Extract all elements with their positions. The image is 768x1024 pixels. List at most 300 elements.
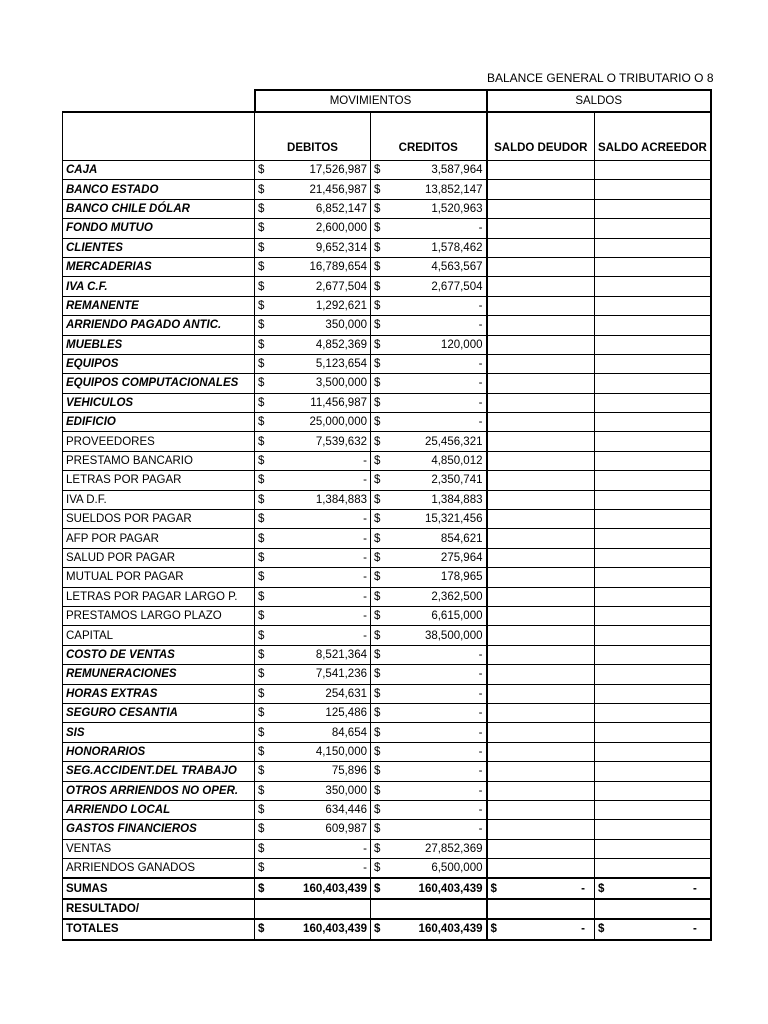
currency-symbol: $	[255, 451, 271, 470]
saldo-acreedor-cell	[595, 529, 711, 548]
account-name: SUELDOS POR PAGAR	[63, 510, 255, 529]
blank-cell	[271, 899, 371, 919]
currency-symbol: $	[371, 781, 387, 800]
debit-value: 6,852,147	[271, 199, 371, 218]
account-name: SIS	[63, 723, 255, 742]
debit-value: 21,456,987	[271, 180, 371, 199]
currency-symbol: $	[371, 510, 387, 529]
credit-value: -	[387, 645, 487, 664]
saldo-deudor-cell	[487, 393, 595, 412]
account-name: EQUIPOS COMPUTACIONALES	[63, 374, 255, 393]
saldo-acreedor-cell	[595, 510, 711, 529]
debit-value: 7,541,236	[271, 665, 371, 684]
account-column-header	[63, 112, 255, 161]
credit-value: 178,965	[387, 568, 487, 587]
table-row	[63, 587, 711, 606]
table-row	[63, 219, 711, 238]
blank-cell	[387, 899, 487, 919]
currency-symbol: $	[371, 587, 387, 606]
currency-symbol: $	[598, 923, 605, 936]
currency-symbol: $	[371, 742, 387, 761]
saldo-acreedor-cell	[595, 432, 711, 451]
table-row	[63, 606, 711, 625]
saldo-deudor-cell	[487, 451, 595, 470]
saldo-deudor-cell	[487, 161, 595, 180]
saldo-deudor-cell	[487, 529, 595, 548]
saldo-deudor-cell	[487, 859, 595, 879]
credit-value: 275,964	[387, 548, 487, 567]
currency-symbol: $	[255, 316, 271, 335]
currency-symbol: $	[371, 645, 387, 664]
currency-symbol: $	[371, 800, 387, 819]
table-row	[63, 316, 711, 335]
table-row	[63, 820, 711, 839]
currency-symbol: $	[371, 161, 387, 180]
saldo-acreedor-value: -	[693, 923, 697, 936]
credit-value: 25,456,321	[387, 432, 487, 451]
currency-symbol: $	[255, 645, 271, 664]
saldo-acreedor-cell	[595, 684, 711, 703]
saldo-acreedor-cell	[595, 645, 711, 664]
currency-symbol: $	[255, 393, 271, 412]
saldo-acreedor-cell	[595, 606, 711, 625]
table-row	[63, 568, 711, 587]
saldo-acreedor-cell	[595, 839, 711, 858]
saldo-acreedor-cell	[595, 238, 711, 257]
currency-symbol: $	[255, 878, 271, 898]
credit-value: 15,321,456	[387, 510, 487, 529]
currency-symbol: $	[371, 277, 387, 296]
credit-value: -	[387, 723, 487, 742]
debitos-header: DEBITOS	[255, 112, 371, 161]
currency-symbol: $	[371, 820, 387, 839]
currency-symbol: $	[255, 471, 271, 490]
credit-value: 2,677,504	[387, 277, 487, 296]
credit-value: -	[387, 316, 487, 335]
sumas-debit: 160,403,439	[271, 878, 371, 898]
debit-value: -	[271, 510, 371, 529]
debit-value: -	[271, 471, 371, 490]
resultado-label: RESULTADO/	[63, 899, 255, 919]
credit-value: -	[387, 393, 487, 412]
sumas-label: SUMAS	[63, 878, 255, 898]
currency-symbol: $	[255, 199, 271, 218]
currency-symbol: $	[371, 413, 387, 432]
account-name: ARRIENDOS GANADOS	[63, 859, 255, 879]
account-name: HORAS EXTRAS	[63, 684, 255, 703]
credit-value: -	[387, 354, 487, 373]
saldo-acreedor-cell	[595, 490, 711, 509]
totales-debit: 160,403,439	[271, 919, 371, 939]
currency-symbol: $	[255, 548, 271, 567]
saldo-acreedor-cell	[595, 316, 711, 335]
currency-symbol: $	[255, 723, 271, 742]
totales-label: TOTALES	[63, 919, 255, 939]
saldo-deudor-cell	[487, 219, 595, 238]
saldo-acreedor-cell	[595, 393, 711, 412]
currency-symbol: $	[255, 919, 271, 939]
account-name: OTROS ARRIENDOS NO OPER.	[63, 781, 255, 800]
table-row	[63, 781, 711, 800]
account-name: MUEBLES	[63, 335, 255, 354]
currency-symbol: $	[255, 296, 271, 315]
saldo-acreedor-cell	[595, 180, 711, 199]
saldo-acreedor-cell	[595, 781, 711, 800]
debit-value: 350,000	[271, 781, 371, 800]
currency-symbol: $	[255, 606, 271, 625]
credit-value: 2,350,741	[387, 471, 487, 490]
saldo-acreedor-cell	[595, 451, 711, 470]
account-name: HONORARIOS	[63, 742, 255, 761]
saldos-header: SALDOS	[487, 90, 711, 112]
blank-header-cell	[63, 90, 255, 112]
debit-value: 25,000,000	[271, 413, 371, 432]
saldo-acreedor-cell	[595, 800, 711, 819]
table-row	[63, 723, 711, 742]
credit-value: -	[387, 684, 487, 703]
balance-table	[62, 89, 712, 941]
saldo-acreedor-cell	[595, 762, 711, 781]
account-name: COSTO DE VENTAS	[63, 645, 255, 664]
saldo-deudor-cell	[487, 606, 595, 625]
credit-value: -	[387, 374, 487, 393]
totales-row	[63, 919, 711, 939]
debit-value: 84,654	[271, 723, 371, 742]
credit-value: 2,362,500	[387, 587, 487, 606]
currency-symbol: $	[371, 606, 387, 625]
currency-symbol: $	[255, 762, 271, 781]
currency-symbol: $	[255, 665, 271, 684]
currency-symbol: $	[371, 451, 387, 470]
debit-value: 17,526,987	[271, 161, 371, 180]
currency-symbol: $	[255, 568, 271, 587]
currency-symbol: $	[371, 238, 387, 257]
saldo-acreedor-cell	[595, 859, 711, 879]
table-row	[63, 393, 711, 412]
currency-symbol: $	[371, 919, 387, 939]
saldo-acreedor-cell	[595, 587, 711, 606]
table-row	[63, 762, 711, 781]
account-name: SALUD POR PAGAR	[63, 548, 255, 567]
debit-value: -	[271, 626, 371, 645]
debit-value: 350,000	[271, 316, 371, 335]
currency-symbol: $	[371, 762, 387, 781]
debit-value: -	[271, 606, 371, 625]
saldo-deudor-cell	[487, 374, 595, 393]
currency-symbol: $	[371, 878, 387, 898]
saldo-acreedor-cell	[595, 219, 711, 238]
currency-symbol: $	[371, 374, 387, 393]
currency-symbol: $	[255, 277, 271, 296]
currency-symbol: $	[371, 296, 387, 315]
debit-value: 3,500,000	[271, 374, 371, 393]
saldo-acreedor-cell	[595, 568, 711, 587]
debit-value: 125,486	[271, 703, 371, 722]
table-row	[63, 413, 711, 432]
currency-symbol: $	[371, 432, 387, 451]
table-row	[63, 490, 711, 509]
saldo-acreedor-cell	[595, 665, 711, 684]
saldo-acreedor-cell	[595, 374, 711, 393]
credit-value: 27,852,369	[387, 839, 487, 858]
account-name: PRESTAMO BANCARIO	[63, 451, 255, 470]
credit-value: 3,587,964	[387, 161, 487, 180]
table-row	[63, 238, 711, 257]
account-name: SEG.ACCIDENT.DEL TRABAJO	[63, 762, 255, 781]
totales-saldo-acreedor	[595, 919, 711, 939]
saldo-deudor-cell	[487, 316, 595, 335]
table-row	[63, 529, 711, 548]
saldo-deudor-cell	[487, 665, 595, 684]
account-name: ARRIENDO PAGADO ANTIC.	[63, 316, 255, 335]
currency-symbol: $	[371, 529, 387, 548]
account-name: MUTUAL POR PAGAR	[63, 568, 255, 587]
saldo-acreedor-cell	[595, 257, 711, 276]
account-name: PRESTAMOS LARGO PLAZO	[63, 606, 255, 625]
account-name: REMUNERACIONES	[63, 665, 255, 684]
debit-value: 254,631	[271, 684, 371, 703]
currency-symbol: $	[371, 180, 387, 199]
credit-value: 1,520,963	[387, 199, 487, 218]
currency-symbol: $	[255, 490, 271, 509]
saldo-deudor-cell	[487, 548, 595, 567]
saldo-acreedor-header: SALDO ACREEDOR	[595, 112, 711, 161]
debit-value: 5,123,654	[271, 354, 371, 373]
currency-symbol: $	[371, 684, 387, 703]
saldo-deudor-cell	[487, 238, 595, 257]
table-row	[63, 161, 711, 180]
table-row	[63, 510, 711, 529]
currency-symbol: $	[255, 800, 271, 819]
credit-value: -	[387, 413, 487, 432]
creditos-header: CREDITOS	[371, 112, 487, 161]
account-name: MERCADERIAS	[63, 257, 255, 276]
currency-symbol: $	[255, 432, 271, 451]
debit-value: -	[271, 451, 371, 470]
currency-symbol: $	[255, 626, 271, 645]
saldo-deudor-cell	[487, 703, 595, 722]
currency-symbol: $	[255, 257, 271, 276]
table-row	[63, 626, 711, 645]
credit-value: 6,500,000	[387, 859, 487, 879]
currency-symbol: $	[371, 471, 387, 490]
saldo-deudor-cell	[487, 335, 595, 354]
currency-symbol: $	[255, 703, 271, 722]
currency-symbol: $	[255, 354, 271, 373]
totales-saldo-deudor	[487, 919, 595, 939]
saldo-deudor-cell	[487, 645, 595, 664]
saldo-acreedor-cell	[595, 723, 711, 742]
credit-value: -	[387, 742, 487, 761]
saldo-deudor-cell	[487, 800, 595, 819]
table-row	[63, 432, 711, 451]
currency-symbol: $	[255, 413, 271, 432]
saldo-deudor-cell	[487, 510, 595, 529]
debit-value: 8,521,364	[271, 645, 371, 664]
table-row	[63, 257, 711, 276]
blank-cell	[255, 899, 271, 919]
account-name: AFP POR PAGAR	[63, 529, 255, 548]
debit-value: 2,677,504	[271, 277, 371, 296]
table-row	[63, 742, 711, 761]
debit-value: 75,896	[271, 762, 371, 781]
currency-symbol: $	[371, 548, 387, 567]
saldo-deudor-cell	[487, 684, 595, 703]
saldo-deudor-cell	[487, 820, 595, 839]
credit-value: 4,563,567	[387, 257, 487, 276]
saldo-deudor-value: -	[581, 923, 585, 936]
saldo-deudor-cell	[487, 723, 595, 742]
account-name: CAPITAL	[63, 626, 255, 645]
table-row	[63, 645, 711, 664]
currency-symbol: $	[255, 374, 271, 393]
account-name: IVA C.F.	[63, 277, 255, 296]
account-name: IVA D.F.	[63, 490, 255, 509]
saldo-deudor-cell	[487, 762, 595, 781]
table-row	[63, 703, 711, 722]
saldo-acreedor-cell	[595, 626, 711, 645]
credit-value: -	[387, 703, 487, 722]
currency-symbol: $	[255, 529, 271, 548]
credit-value: -	[387, 665, 487, 684]
credit-value: 38,500,000	[387, 626, 487, 645]
credit-value: -	[387, 781, 487, 800]
account-name: GASTOS FINANCIEROS	[63, 820, 255, 839]
credit-value: 1,384,883	[387, 490, 487, 509]
saldo-acreedor-cell	[595, 199, 711, 218]
table-row	[63, 335, 711, 354]
debit-value: 7,539,632	[271, 432, 371, 451]
table-row	[63, 665, 711, 684]
saldo-deudor-cell	[487, 257, 595, 276]
saldo-acreedor-cell	[595, 820, 711, 839]
saldo-deudor-header: SALDO DEUDOR	[487, 112, 595, 161]
account-name: CLIENTES	[63, 238, 255, 257]
saldo-acreedor-value: -	[693, 882, 697, 895]
totales-credit: 160,403,439	[387, 919, 487, 939]
currency-symbol: $	[255, 180, 271, 199]
saldo-acreedor-cell	[595, 354, 711, 373]
saldo-deudor-cell	[487, 781, 595, 800]
table-row	[63, 296, 711, 315]
currency-symbol: $	[255, 587, 271, 606]
saldo-deudor-cell	[487, 742, 595, 761]
debit-value: -	[271, 859, 371, 879]
credit-value: -	[387, 762, 487, 781]
currency-symbol: $	[255, 161, 271, 180]
table-row	[63, 374, 711, 393]
debit-value: 609,987	[271, 820, 371, 839]
currency-symbol: $	[371, 316, 387, 335]
saldo-acreedor-cell	[595, 161, 711, 180]
currency-symbol: $	[371, 335, 387, 354]
saldo-acreedor-cell	[595, 277, 711, 296]
table-row	[63, 451, 711, 470]
account-name: LETRAS POR PAGAR	[63, 471, 255, 490]
debit-value: -	[271, 548, 371, 567]
account-name: ARRIENDO LOCAL	[63, 800, 255, 819]
table-row	[63, 199, 711, 218]
currency-symbol: $	[371, 859, 387, 879]
saldo-deudor-cell	[487, 354, 595, 373]
credit-value: 1,578,462	[387, 238, 487, 257]
saldo-deudor-cell	[487, 180, 595, 199]
sumas-saldo-acreedor	[595, 878, 711, 898]
account-name: BANCO ESTADO	[63, 180, 255, 199]
account-name: EDIFICIO	[63, 413, 255, 432]
debit-value: 4,852,369	[271, 335, 371, 354]
currency-symbol: $	[371, 839, 387, 858]
debit-value: -	[271, 587, 371, 606]
account-name: LETRAS POR PAGAR LARGO P.	[63, 587, 255, 606]
debit-value: 2,600,000	[271, 219, 371, 238]
currency-symbol: $	[255, 839, 271, 858]
sumas-row	[63, 878, 711, 898]
table-row	[63, 684, 711, 703]
saldo-deudor-cell	[487, 296, 595, 315]
saldo-acreedor-cell	[595, 703, 711, 722]
account-name: VENTAS	[63, 839, 255, 858]
credit-value: 4,850,012	[387, 451, 487, 470]
currency-symbol: $	[490, 923, 497, 936]
credit-value: 854,621	[387, 529, 487, 548]
saldo-acreedor-cell	[595, 471, 711, 490]
currency-symbol: $	[371, 626, 387, 645]
debit-value: 1,292,621	[271, 296, 371, 315]
table-row	[63, 548, 711, 567]
currency-symbol: $	[371, 199, 387, 218]
sumas-saldo-deudor	[487, 878, 595, 898]
currency-symbol: $	[371, 703, 387, 722]
saldo-deudor-cell	[487, 277, 595, 296]
saldo-deudor-cell	[487, 432, 595, 451]
account-name: CAJA	[63, 161, 255, 180]
account-name: FONDO MUTUO	[63, 219, 255, 238]
account-name: EQUIPOS	[63, 354, 255, 373]
saldo-deudor-cell	[487, 587, 595, 606]
currency-symbol: $	[371, 219, 387, 238]
debit-value: 634,446	[271, 800, 371, 819]
debit-value: 4,150,000	[271, 742, 371, 761]
debit-value: 11,456,987	[271, 393, 371, 412]
credit-value: 6,615,000	[387, 606, 487, 625]
saldo-acreedor-cell	[595, 296, 711, 315]
table-row	[63, 839, 711, 858]
saldo-acreedor-cell	[595, 335, 711, 354]
saldo-deudor-value: -	[581, 882, 585, 895]
saldo-deudor-cell	[487, 839, 595, 858]
table-row	[63, 354, 711, 373]
currency-symbol: $	[598, 882, 605, 895]
saldo-deudor-cell	[487, 490, 595, 509]
saldo-acreedor-cell	[595, 742, 711, 761]
debit-value: 1,384,883	[271, 490, 371, 509]
currency-symbol: $	[371, 665, 387, 684]
saldo-acreedor-cell	[595, 413, 711, 432]
blank-cell	[371, 899, 387, 919]
account-name: REMANENTE	[63, 296, 255, 315]
account-name: VEHICULOS	[63, 393, 255, 412]
table-row	[63, 800, 711, 819]
currency-symbol: $	[490, 882, 497, 895]
currency-symbol: $	[255, 684, 271, 703]
table-row	[63, 471, 711, 490]
saldo-deudor-cell	[487, 199, 595, 218]
currency-symbol: $	[371, 568, 387, 587]
debit-value: -	[271, 839, 371, 858]
saldo-deudor-cell	[487, 471, 595, 490]
currency-symbol: $	[255, 219, 271, 238]
